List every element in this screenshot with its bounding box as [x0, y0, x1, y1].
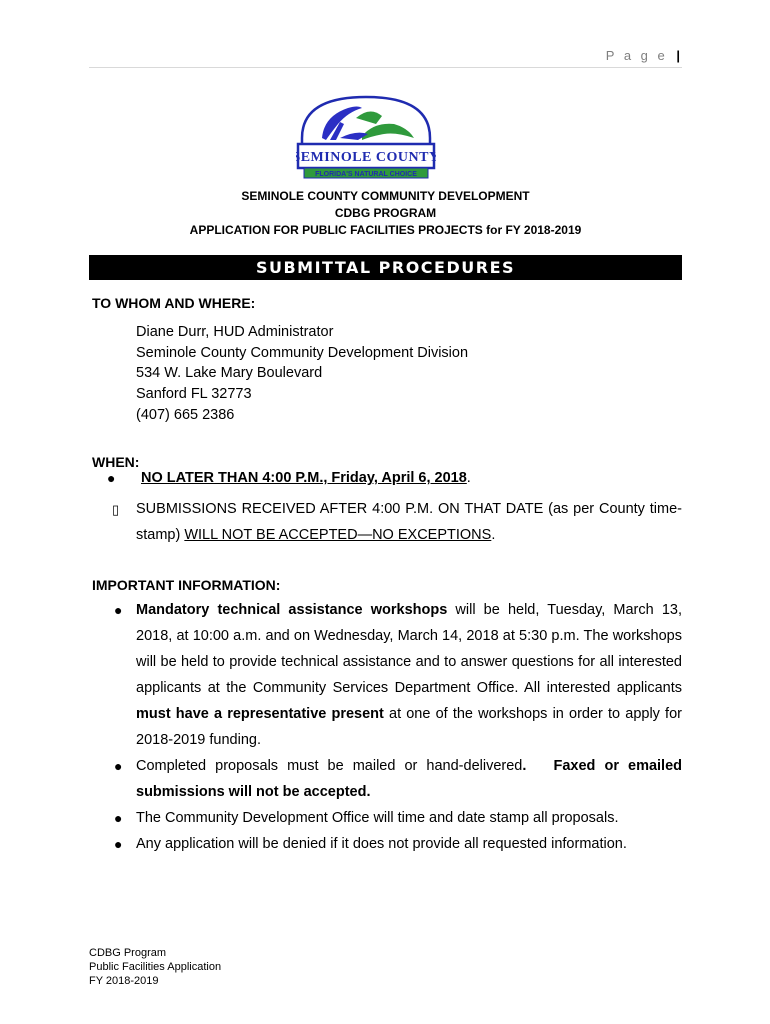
- bullet-icon: ●: [114, 758, 123, 774]
- list-item: [92, 470, 682, 490]
- workshop-text: will be held, Tuesday, March 13, 2018, at 10:00 a.m. and on Wednesday, March 14, 2018 at 5:30 p.m. The workshops will be held to provide technical assistance and to answer questions for all interested applicants at the Community Services Department Office. All interested applicants: [136, 602, 682, 696]
- logo-tagline: FLORIDA'S NATURAL CHOICE: [315, 171, 417, 178]
- to-whom-heading: TO WHOM AND WHERE:: [92, 295, 256, 311]
- page-bar: |: [676, 48, 680, 63]
- bullet-icon: ●: [114, 602, 123, 618]
- address-line: Diane Durr, HUD Administrator: [136, 324, 334, 340]
- title-line-3: APPLICATION FOR PUBLIC FACILITIES PROJECTS for FY 2018-2019: [189, 223, 582, 237]
- representative-bold: must have a representative present: [136, 706, 384, 722]
- late-notice-period: .: [491, 527, 496, 543]
- footer-line: Public Facilities Application: [89, 961, 222, 973]
- list-item: [92, 496, 682, 548]
- footer-line: FY 2018-2019: [89, 975, 159, 987]
- deadline-period: .: [466, 470, 471, 486]
- important-heading: IMPORTANT INFORMATION:: [92, 577, 281, 593]
- bullet-icon: ●: [114, 810, 123, 826]
- address-line: Seminole County Community Development Division: [136, 344, 469, 361]
- deadline-text: NO LATER THAN 4:00 P.M., Friday, April 6, 2018: [141, 470, 467, 486]
- important-list: [92, 597, 687, 857]
- workshop-bold: Mandatory technical assistance workshops: [136, 602, 448, 618]
- address-block: [136, 322, 468, 426]
- list-item: [92, 597, 682, 753]
- when-heading: WHEN:: [92, 454, 140, 470]
- delivery-bold: . Faxed or emailed submissions will not be accepted.: [136, 758, 687, 800]
- workshop-text-end: at one of the workshops in order to apply for 2018-2019 funding.: [136, 706, 682, 748]
- address-line: 534 W. Lake Mary Boulevard: [136, 365, 323, 381]
- page-footer: [89, 946, 221, 988]
- seminole-county-logo: [296, 94, 436, 180]
- address-line: (407) 665 2386: [136, 407, 235, 423]
- list-item: [92, 805, 682, 831]
- document-titles: [89, 188, 682, 239]
- footer-line: CDBG Program: [89, 947, 167, 959]
- page-number-header: [606, 48, 680, 63]
- title-line-2: CDBG PROGRAM: [334, 206, 437, 220]
- section-banner: SUBMITTAL PROCEDURES: [89, 255, 682, 280]
- denial-text: Any application will be denied if it does not provide all requested information.: [136, 836, 627, 852]
- timestamp-text: The Community Development Office will time and date stamp all proposals.: [136, 810, 619, 826]
- delivery-text: Completed proposals must be mailed or hand-delivered: [136, 758, 523, 774]
- late-notice-underlined: WILL NOT BE ACCEPTED—NO EXCEPTIONS: [184, 527, 492, 543]
- list-item: [92, 753, 687, 805]
- missing-glyph-icon: ▯: [112, 502, 120, 517]
- header-divider: [89, 67, 682, 68]
- address-line: Sanford FL 32773: [136, 385, 252, 402]
- logo-name: SEMINOLE COUNTY: [296, 150, 436, 165]
- bullet-icon: ●: [107, 470, 116, 486]
- late-notice-text: SUBMISSIONS RECEIVED AFTER 4:00 P.M. ON THAT DATE (as per County time-stamp): [136, 501, 682, 543]
- list-item: [92, 831, 682, 857]
- title-line-1: SEMINOLE COUNTY COMMUNITY DEVELOPMENT: [241, 189, 530, 203]
- page-label: P a g e: [605, 48, 668, 63]
- seminole-county-logo-svg: [296, 94, 436, 180]
- bullet-icon: ●: [114, 836, 123, 852]
- when-list: [92, 470, 682, 548]
